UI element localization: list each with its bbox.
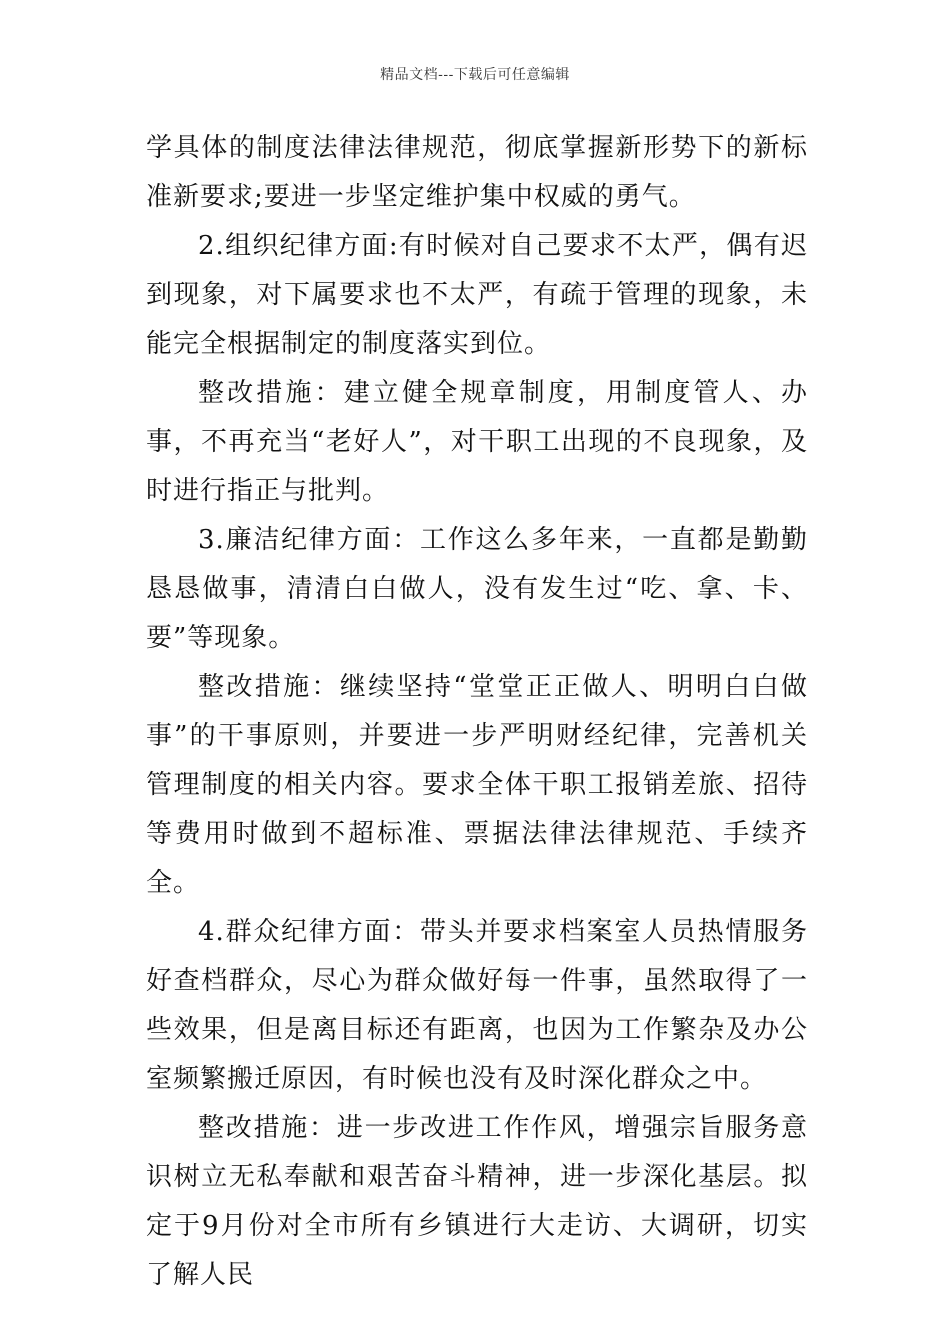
document-body [146,124,808,1300]
paragraph-4: 3.廉洁纪律方面：工作这么多年来，一直都是勤勤恳恳做事，清清白白做人，没有发生过“吃、拿、卡、要”等现象。 [146,525,808,653]
paragraph-3: 整改措施：建立健全规章制度，用制度管人、办事，不再充当“老好人”，对干职工出现的不良现象，及时进行指正与批判。 [146,378,808,506]
paragraph-6: 4.群众纪律方面：带头并要求档案室人员热情服务好查档群众，尽心为群众做好每一件事，虽然取得了一些效果，但是离目标还有距离，也因为工作繁杂及办公室频繁搬迁原因，有时候也没有及时深化群众之中。 [146,917,808,1094]
page-header: 精品文档---下载后可任意编辑 [380,67,570,83]
paragraph-2: 2.组织纪律方面:有时候对自己要求不太严，偶有迟到现象，对下属要求也不太严，有疏于管理的现象，未能完全根据制定的制度落实到位。 [146,231,808,359]
paragraph-5: 整改措施：继续坚持“堂堂正正做人、明明白白做事”的干事原则，并要进一步严明财经纪律，完善机关管理制度的相关内容。要求全体干职工报销差旅、招待等费用时做到不超标准、票据法律法律规范、手续齐全。 [146,672,808,898]
paragraph-1: 学具体的制度法律法律规范，彻底掌握新形势下的新标准新要求;要进一步坚定维护集中权威的勇气。 [146,133,808,212]
paragraph-7: 整改措施：进一步改进工作作风，增强宗旨服务意识树立无私奉献和艰苦奋斗精神，进一步深化基层。拟定于9月份对全市所有乡镇进行大走访、大调研，切实了解人民 [146,1113,808,1290]
